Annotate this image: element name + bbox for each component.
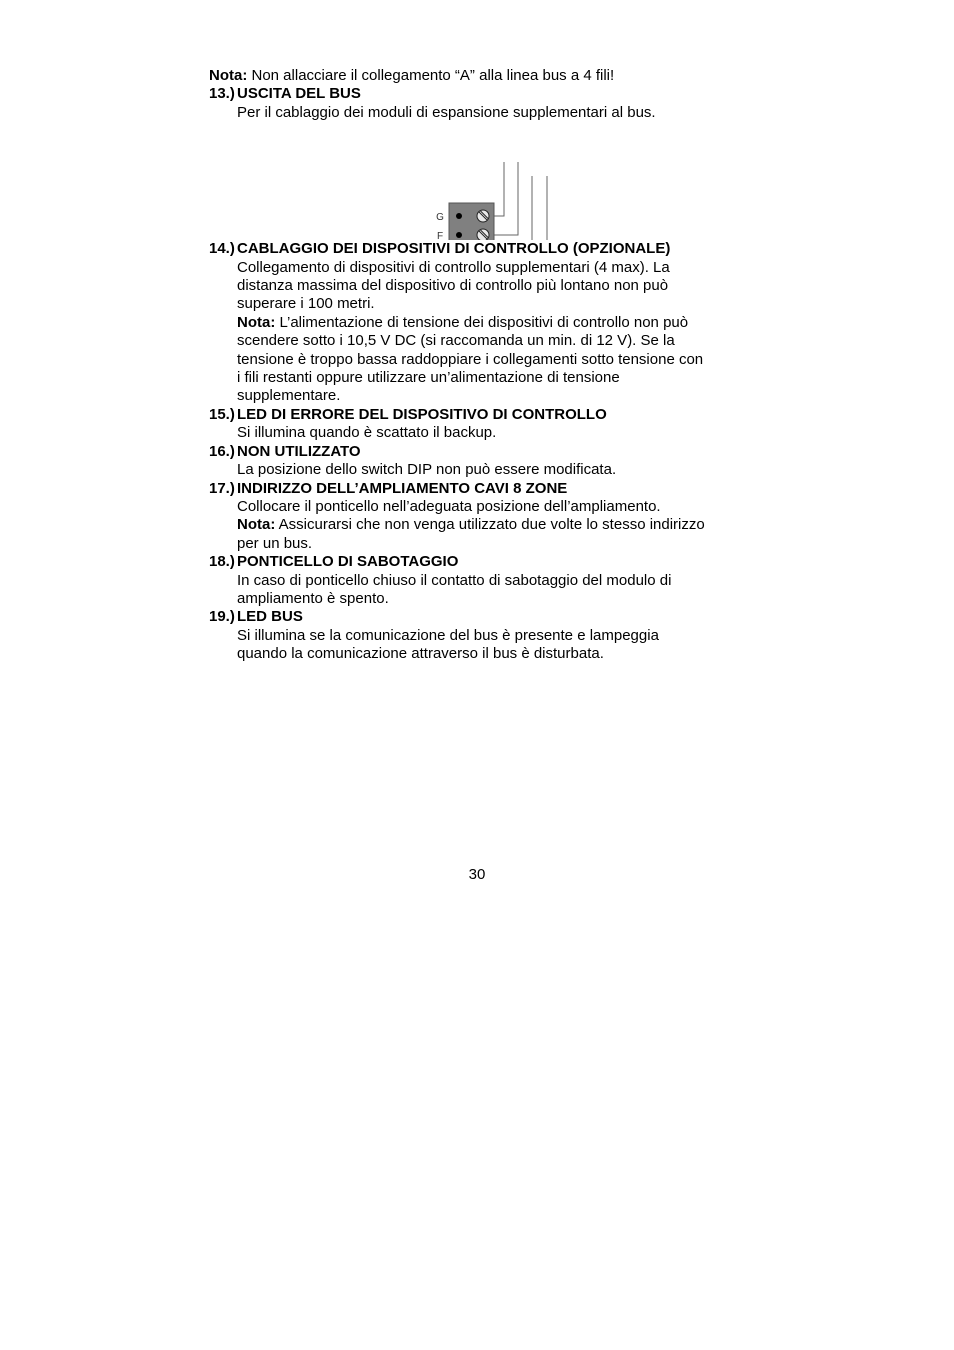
note-text: Non allacciare il collegamento “A” alla linea bus a 4 fili! (247, 67, 615, 84)
section-18 (209, 553, 749, 608)
section-heading (209, 406, 749, 424)
section-title: USCITA DEL BUS (237, 85, 361, 103)
section-title: LED BUS (237, 608, 303, 626)
section-text-line: Si illumina se la comunicazione del bus è presente e lampeggia (237, 626, 659, 644)
section-16 (209, 443, 749, 480)
section-text-line: Si illumina quando è scattato il backup. (237, 424, 497, 442)
wire-b (492, 176, 532, 240)
led-dot-icon (456, 213, 462, 219)
note-label: Nota: (209, 67, 248, 84)
section-note-line: supplementare. (237, 387, 341, 405)
section-text-line: superare i 100 metri. (237, 295, 375, 313)
section-number: 18.) (209, 553, 235, 571)
section-number: 15.) (209, 405, 235, 423)
section-heading (209, 553, 749, 571)
section-note-line: scendere sotto i 10,5 V DC (si raccomanda un min. di 12 V). Se la (237, 332, 675, 350)
led-dot-icon (456, 232, 462, 238)
note-text: Assicurarsi che non venga utilizzato due volte lo stesso indirizzo (275, 516, 705, 534)
manual-page-content (209, 67, 749, 664)
terminal-label-g: G (436, 212, 444, 224)
section-number: 17.) (209, 479, 235, 497)
page-number: 30 (468, 866, 486, 883)
section-19 (209, 608, 749, 663)
section-title: PONTICELLO DI SABOTAGGIO (237, 553, 459, 571)
section-text-line: Collegamento di dispositivi di controllo supplementari (4 max). La (237, 258, 670, 276)
section-title: NON UTILIZZATO (237, 442, 361, 460)
terminal-label-f: F (436, 231, 444, 241)
note-text: L’alimentazione di tensione dei dispositivi di controllo non può (275, 313, 689, 331)
section-heading (209, 240, 749, 258)
intro-note (209, 67, 749, 85)
section-heading (209, 608, 749, 626)
section-text-line: distanza massima del dispositivo di controllo più lontano non può (237, 277, 669, 295)
section-title: LED DI ERRORE DEL DISPOSITIVO DI CONTROLLO (237, 405, 607, 423)
terminal-block-svg (209, 122, 749, 240)
section-text-line: In caso di ponticello chiuso il contatto di sabotaggio del modulo di (237, 571, 672, 589)
section-text-line: Per il cablaggio dei moduli di espansione supplementari al bus. (237, 103, 656, 121)
section-note-line: per un bus. (237, 534, 313, 552)
section-15 (209, 406, 749, 443)
bus-wires (492, 162, 547, 240)
section-text-line: Collocare il ponticello nell’adeguata posizione dell’ampliamento. (237, 497, 661, 515)
section-number: 19.) (209, 608, 235, 626)
section-number: 13.) (209, 85, 235, 103)
section-number: 14.) (209, 240, 235, 258)
section-note-line: i fili restanti oppure utilizzare un’alimentazione di tensione (237, 369, 620, 387)
section-text-line: La posizione dello switch DIP non può essere modificata. (237, 461, 617, 479)
bus-terminal-diagram (209, 122, 749, 240)
wire-f (492, 162, 518, 235)
note-label: Nota: (237, 516, 276, 534)
section-note-line (209, 314, 749, 332)
section-14 (209, 240, 749, 406)
section-note-line (209, 516, 749, 534)
screw-icon (477, 229, 489, 240)
section-heading (209, 443, 749, 461)
section-13 (209, 85, 749, 122)
wire-a (492, 176, 547, 240)
section-heading (209, 480, 749, 498)
section-heading (209, 85, 749, 103)
section-text-line: ampliamento è spento. (237, 589, 389, 607)
section-note-line: tensione è troppo bassa raddoppiare i collegamenti sotto tensione con (237, 350, 704, 368)
section-title: CABLAGGIO DEI DISPOSITIVI DI CONTROLLO (OPZIONALE) (237, 240, 671, 258)
section-17 (209, 480, 749, 554)
section-title: INDIRIZZO DELL’AMPLIAMENTO CAVI 8 ZONE (237, 479, 568, 497)
screw-icon (477, 210, 489, 222)
section-text-line: quando la comunicazione attraverso il bus è disturbata. (237, 645, 604, 663)
note-label: Nota: (237, 313, 276, 331)
section-number: 16.) (209, 442, 235, 460)
